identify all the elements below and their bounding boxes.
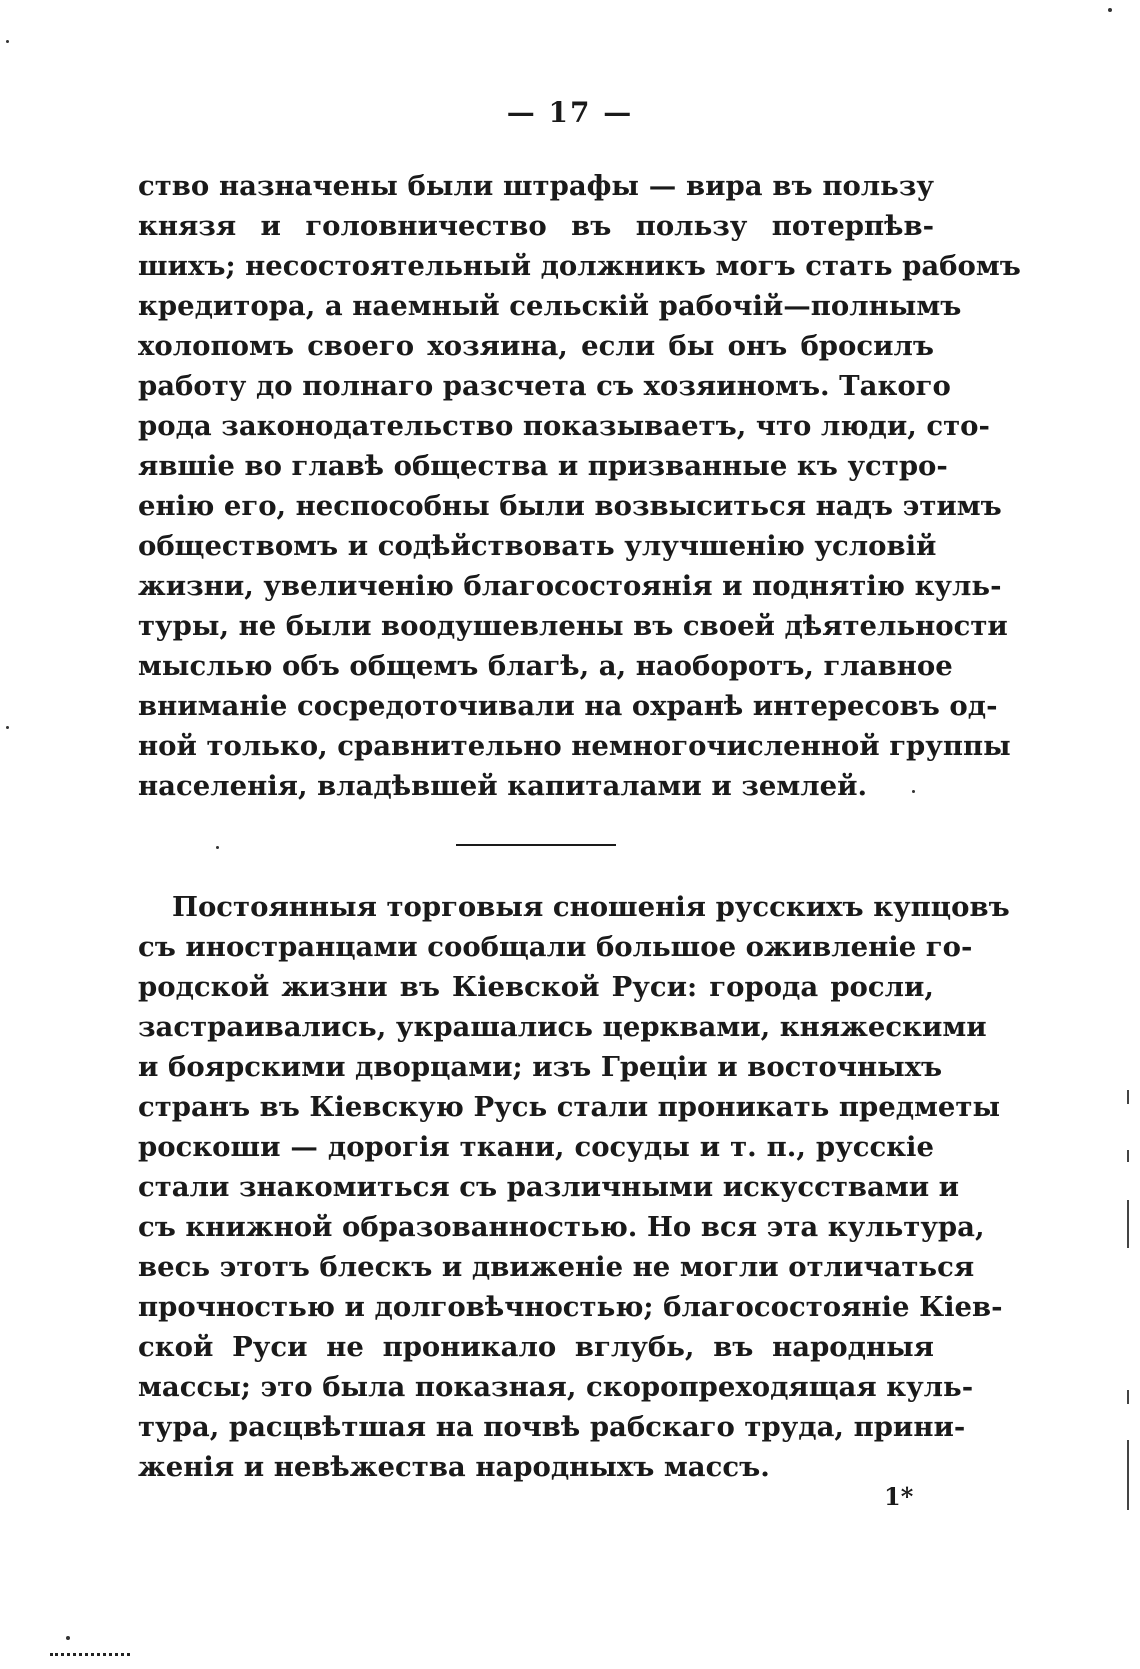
paragraph-2 [138, 887, 1010, 1487]
text-line: стали знакомиться съ различными искусствами и [138, 1171, 960, 1203]
scan-edge-mark [1127, 1200, 1129, 1248]
text-line: тура, расцвѣтшая на почвѣ рабскаго труда, прини- [138, 1411, 966, 1443]
text-line: явшіе во главѣ общества и призванные къ устро- [138, 450, 948, 482]
text-line: родской жизни въ Кіевской Руси: города росли, [138, 971, 934, 1003]
text-line: массы; это была показная, скоропреходящая куль- [138, 1371, 974, 1403]
scan-speck [6, 726, 9, 729]
text-line: работу до полнаго разсчета съ хозяиномъ. Такого [138, 370, 951, 402]
text-line: и боярскими дворцами; изъ Греціи и восточныхъ [138, 1051, 943, 1083]
signature-mark: 1* [884, 1482, 914, 1511]
scan-edge-mark [1127, 1390, 1129, 1404]
text-line: Постоянныя торговыя сношенія русскихъ купцовъ [172, 891, 1010, 923]
text-line: обществомъ и содѣйствовать улучшенію условій [138, 530, 937, 562]
text-line: вниманіе сосредоточивали на охранѣ интересовъ од- [138, 690, 998, 722]
scan-edge-mark [1127, 1090, 1129, 1104]
text-line: ской Руси не проникало вглубь, въ народныя [138, 1331, 934, 1363]
text-line: съ книжной образованностью. Но вся эта культура, [138, 1211, 985, 1243]
text-line: весь этотъ блескъ и движеніе не могли отличаться [138, 1251, 975, 1283]
text-line: ство назначены были штрафы — вира въ пользу [138, 170, 934, 202]
scan-speck [216, 846, 219, 849]
text-line: странъ въ Кіевскую Русь стали проникать предметы [138, 1091, 1001, 1123]
text-line: мыслью объ общемъ благѣ, а, наоборотъ, главное [138, 650, 953, 682]
scan-speck [6, 40, 9, 43]
text-line: ной только, сравнительно немногочисленной группы [138, 730, 1011, 762]
text-line: населенія, владѣвшей капиталами и землей. [138, 770, 868, 802]
scan-speck [1108, 8, 1112, 12]
section-divider [456, 844, 616, 846]
paragraph-1 [138, 166, 1021, 806]
text-line: жизни, увеличенію благосостоянія и поднятію куль- [138, 570, 1002, 602]
text-line: холопомъ своего хозяина, если бы онъ бросилъ [138, 330, 934, 362]
text-line: кредитора, а наемный сельскій рабочій—полнымъ [138, 290, 962, 322]
text-line: прочностью и долговѣчностью; благосостояніе Кіев- [138, 1291, 1003, 1323]
text-line: туры, не были воодушевлены въ своей дѣятельности [138, 610, 1008, 642]
scan-bottom-mark [50, 1653, 130, 1662]
text-line: шихъ; несостоятельный должникъ могъ стать рабомъ [138, 250, 1021, 282]
text-line: женія и невѣжества народныхъ массъ. [138, 1451, 770, 1483]
text-line: роскоши — дорогія ткани, сосуды и т. п., русскіе [138, 1131, 934, 1163]
text-line: князя и головничество въ пользу потерпѣв- [138, 210, 934, 242]
text-line: рода законодательство показываетъ, что люди, сто- [138, 410, 990, 442]
text-line: енію его, неспособны были возвыситься надъ этимъ [138, 490, 1002, 522]
scan-speck [66, 1636, 70, 1640]
page-number: — 17 — [506, 96, 634, 129]
text-line: съ иностранцами сообщали большое оживленіе го- [138, 931, 973, 963]
scan-edge-mark [1127, 1440, 1129, 1510]
text-line: застраивались, украшались церквами, княжескими [138, 1011, 987, 1043]
scan-edge-mark [1127, 1150, 1129, 1162]
scan-speck [912, 790, 915, 793]
